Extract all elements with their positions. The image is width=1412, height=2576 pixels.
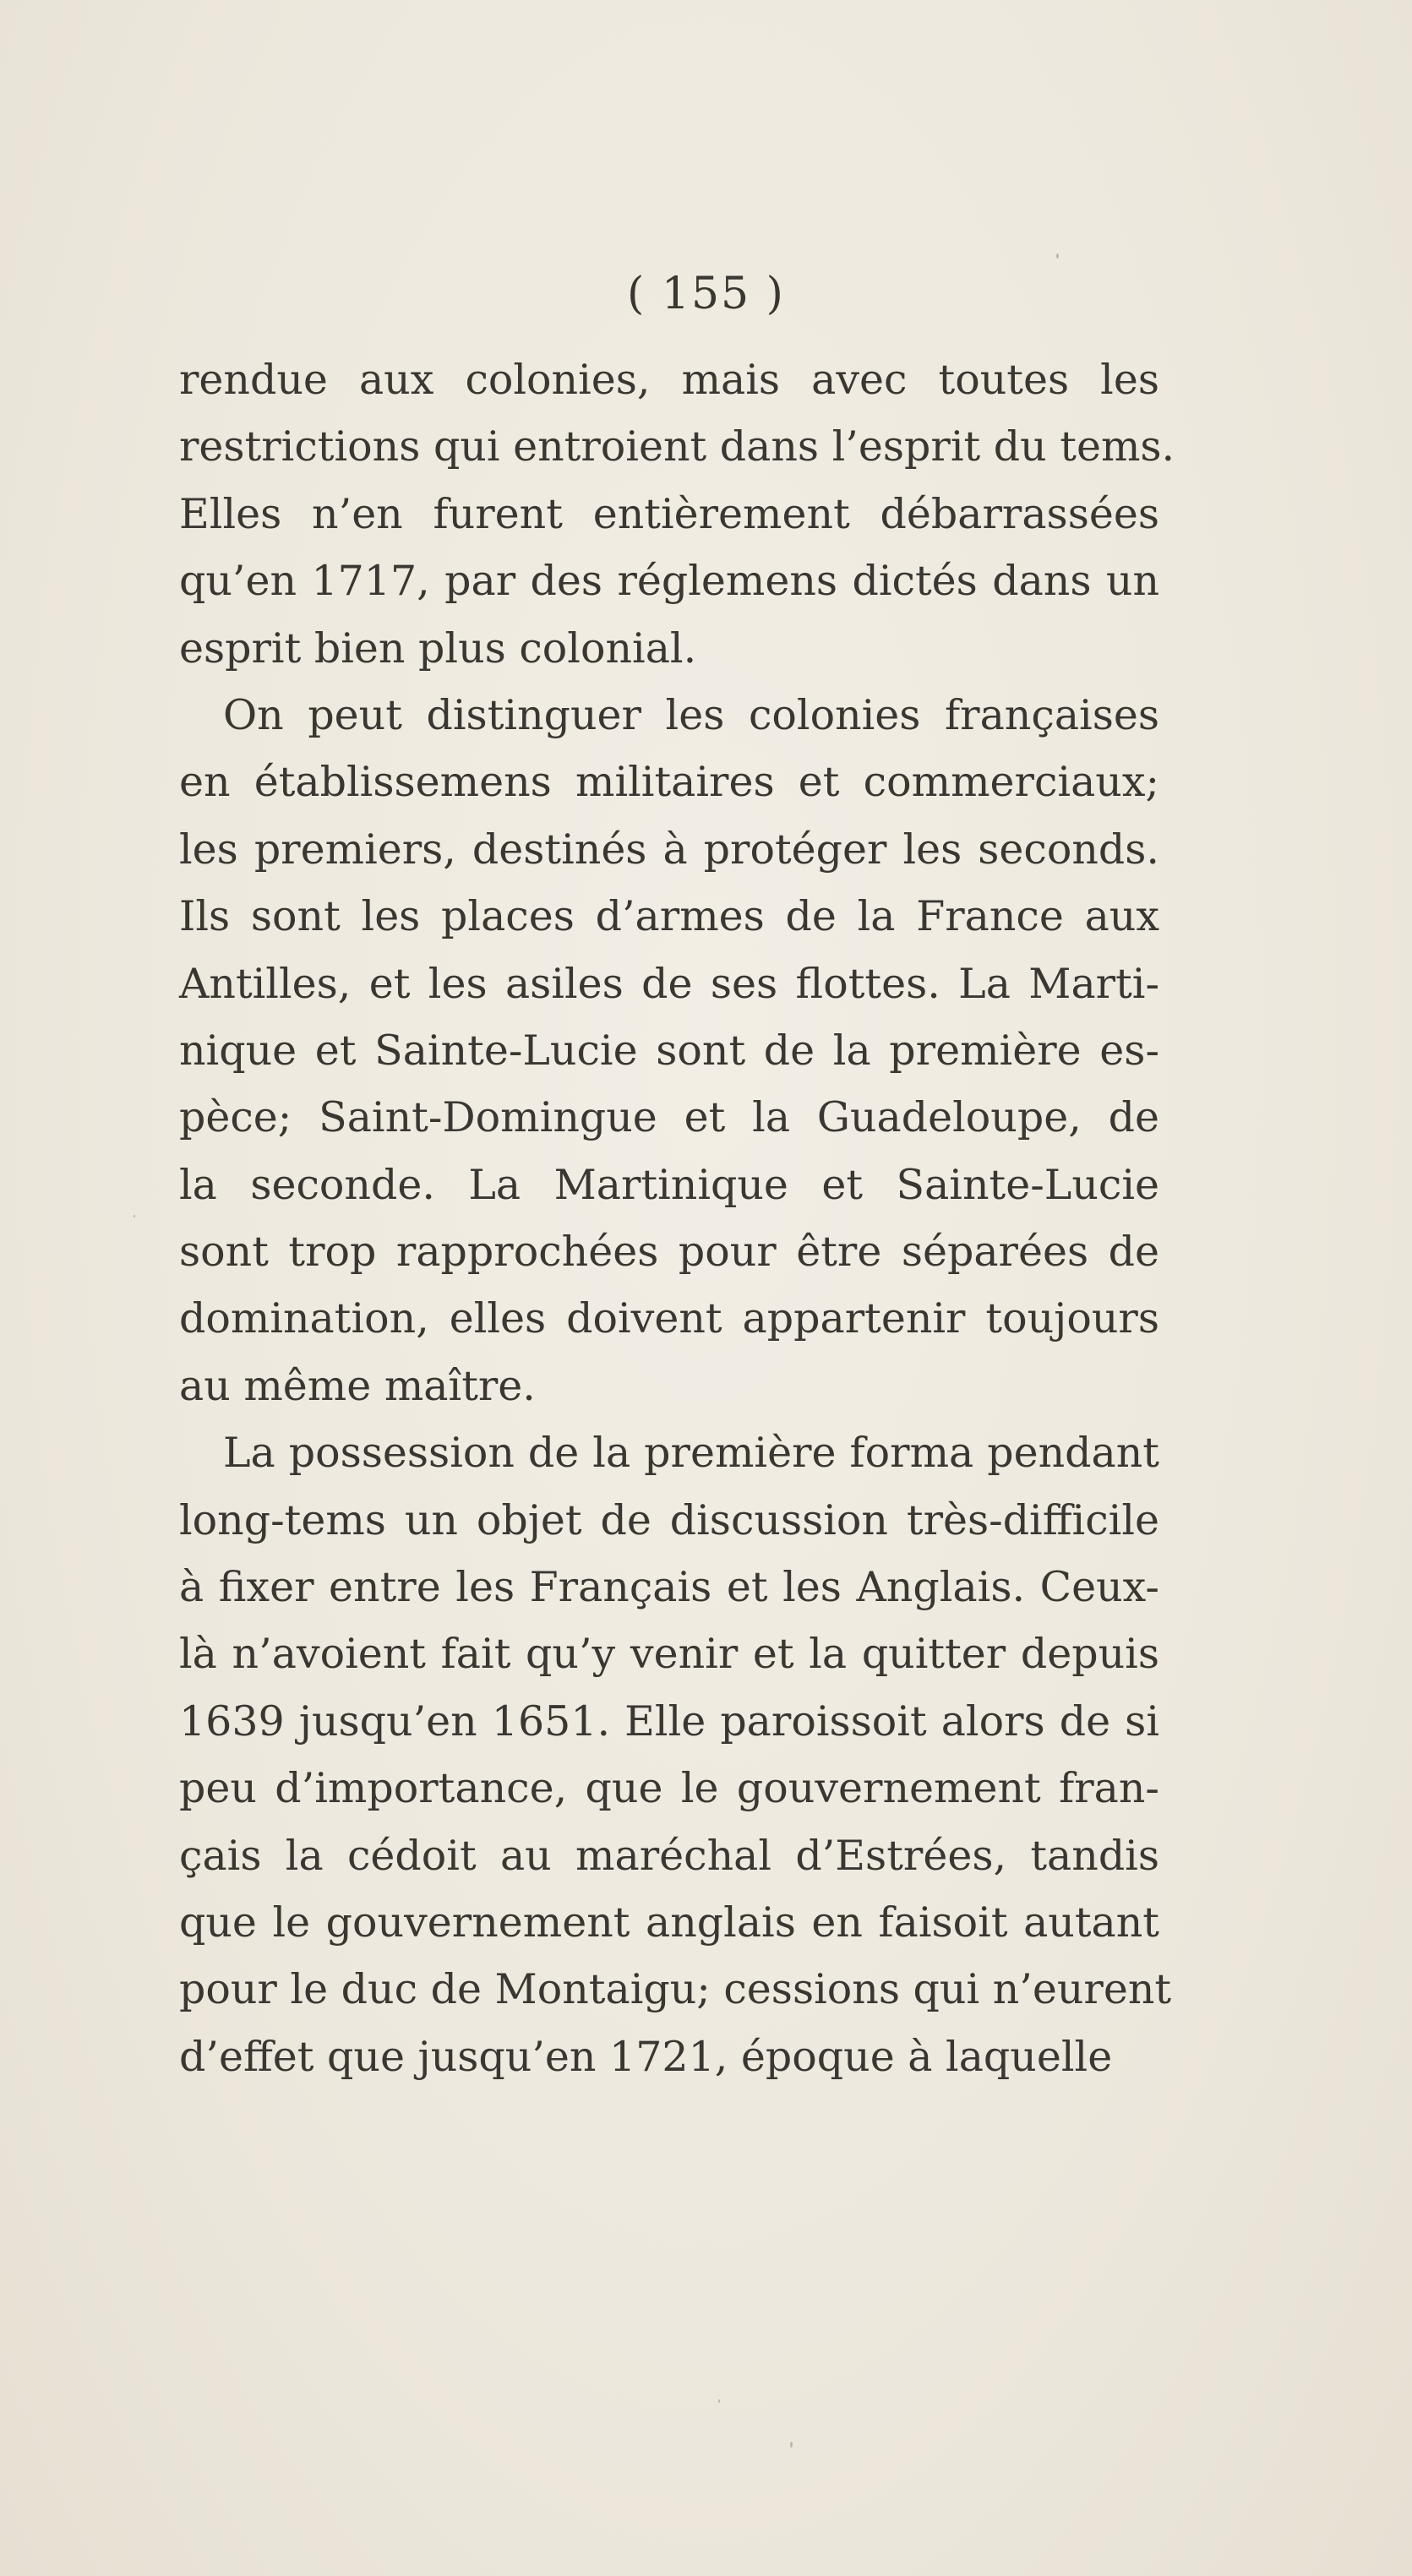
- text-line: long-tems un objet de discussion très-difficile: [179, 1495, 1159, 1544]
- text-line: Ils sont les places d’armes de la France aux: [179, 892, 1159, 941]
- body-text: [179, 346, 1175, 2090]
- text-line: qu’en 1717, par des réglemens dictés dans un: [179, 557, 1159, 606]
- text-line: au même maître.: [179, 1361, 536, 1410]
- text-line: que le gouvernement anglais en faisoit autant: [179, 1898, 1159, 1947]
- page-number: ( 155 ): [627, 269, 785, 319]
- text-line: à fixer entre les Français et les Anglais. Ceux-: [179, 1563, 1159, 1612]
- text-line: Elles n’en furent entièrement débarrassées: [179, 489, 1159, 538]
- paper-speck: [134, 1215, 135, 1217]
- text-line: là n’avoient fait qu’y venir et la quitter depuis: [179, 1630, 1159, 1679]
- text-line: On peut distinguer les colonies françaises: [223, 690, 1159, 739]
- text-line: pèce; Saint-Domingue et la Guadeloupe, de: [179, 1093, 1159, 1142]
- text-line: la seconde. La Martinique et Sainte-Lucie: [179, 1160, 1159, 1209]
- text-line: rendue aux colonies, mais avec toutes les: [179, 356, 1159, 404]
- paper-speck: [718, 2399, 720, 2403]
- text-line: La possession de la première forma pendant: [223, 1429, 1159, 1478]
- text-line: 1639 jusqu’en 1651. Elle paroissoit alors de si: [179, 1696, 1159, 1745]
- text-line: restrictions qui entroient dans l’esprit du tems.: [179, 422, 1175, 471]
- text-line: Antilles, et les asiles de ses flottes. La Marti-: [179, 959, 1159, 1008]
- text-line: peu d’importance, que le gouvernement fran-: [179, 1764, 1159, 1813]
- text-line: les premiers, destinés à protéger les seconds.: [179, 825, 1159, 874]
- text-line: d’effet que jusqu’en 1721, époque à laquelle: [179, 2032, 1113, 2081]
- text-line: esprit bien plus colonial.: [179, 624, 697, 673]
- text-line: çais la cédoit au maréchal d’Estrées, tandis: [179, 1831, 1159, 1880]
- paper-speck: [790, 2442, 793, 2448]
- paper-speck: [1056, 253, 1059, 259]
- text-line: nique et Sainte-Lucie sont de la première es-: [179, 1026, 1159, 1075]
- text-line: sont trop rapprochées pour être séparées de: [179, 1228, 1159, 1277]
- text-line: en établissemens militaires et commerciaux;: [179, 758, 1159, 807]
- text-line: pour le duc de Montaigu; cessions qui n’eurent: [179, 1965, 1172, 2014]
- text-line: domination, elles doivent appartenir toujours: [179, 1294, 1159, 1343]
